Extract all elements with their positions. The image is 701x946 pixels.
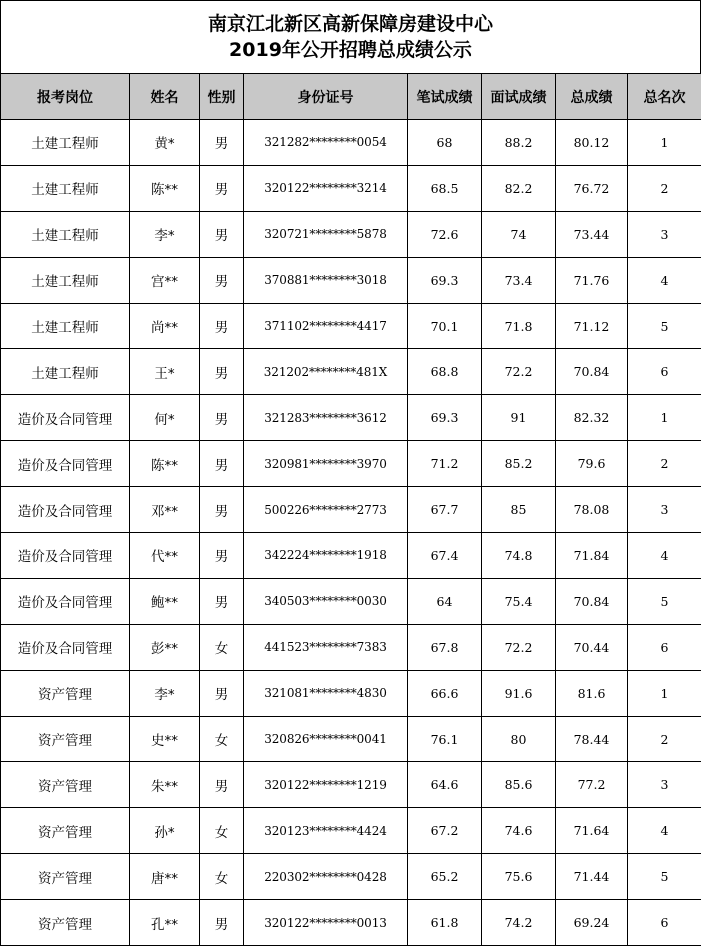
cell-interview-score: 74 xyxy=(482,211,556,257)
cell-written-score: 68 xyxy=(408,120,482,166)
cell-position: 资产管理 xyxy=(1,808,130,854)
cell-gender: 男 xyxy=(200,670,244,716)
cell-id-number: 320721********5878 xyxy=(244,211,408,257)
table-row xyxy=(1,533,701,579)
table-row xyxy=(1,165,701,211)
cell-name: 史** xyxy=(130,716,200,762)
cell-id-number: 500226********2773 xyxy=(244,487,408,533)
title-line-1: 南京江北新区高新保障房建设中心 xyxy=(1,11,700,37)
cell-position: 资产管理 xyxy=(1,762,130,808)
cell-id-number: 320826********0041 xyxy=(244,716,408,762)
table-row xyxy=(1,257,701,303)
cell-position: 造价及合同管理 xyxy=(1,441,130,487)
cell-gender: 男 xyxy=(200,762,244,808)
cell-written-score: 72.6 xyxy=(408,211,482,257)
cell-interview-score: 88.2 xyxy=(482,120,556,166)
title-block xyxy=(0,0,701,73)
cell-written-score: 68.5 xyxy=(408,165,482,211)
cell-id-number: 340503********0030 xyxy=(244,578,408,624)
cell-written-score: 67.2 xyxy=(408,808,482,854)
cell-gender: 男 xyxy=(200,211,244,257)
table-row xyxy=(1,578,701,624)
cell-written-score: 69.3 xyxy=(408,395,482,441)
cell-total-score: 71.84 xyxy=(556,533,628,579)
cell-written-score: 67.4 xyxy=(408,533,482,579)
cell-rank: 5 xyxy=(628,303,701,349)
cell-name: 鲍** xyxy=(130,578,200,624)
cell-name: 朱** xyxy=(130,762,200,808)
cell-interview-score: 85 xyxy=(482,487,556,533)
table-row xyxy=(1,854,701,900)
cell-written-score: 76.1 xyxy=(408,716,482,762)
cell-position: 土建工程师 xyxy=(1,349,130,395)
cell-name: 王* xyxy=(130,349,200,395)
header-interview-score: 面试成绩 xyxy=(482,74,556,120)
cell-id-number: 370881********3018 xyxy=(244,257,408,303)
table-row xyxy=(1,670,701,716)
cell-position: 土建工程师 xyxy=(1,120,130,166)
cell-total-score: 71.64 xyxy=(556,808,628,854)
cell-id-number: 321202********481X xyxy=(244,349,408,395)
cell-rank: 1 xyxy=(628,120,701,166)
cell-name: 陈** xyxy=(130,441,200,487)
cell-rank: 1 xyxy=(628,395,701,441)
cell-total-score: 81.6 xyxy=(556,670,628,716)
cell-gender: 男 xyxy=(200,487,244,533)
cell-total-score: 71.44 xyxy=(556,854,628,900)
table-row xyxy=(1,487,701,533)
cell-gender: 女 xyxy=(200,854,244,900)
cell-interview-score: 72.2 xyxy=(482,349,556,395)
header-id-number: 身份证号 xyxy=(244,74,408,120)
cell-rank: 4 xyxy=(628,808,701,854)
cell-rank: 5 xyxy=(628,578,701,624)
cell-written-score: 61.8 xyxy=(408,900,482,946)
cell-total-score: 70.44 xyxy=(556,624,628,670)
cell-id-number: 321282********0054 xyxy=(244,120,408,166)
cell-total-score: 80.12 xyxy=(556,120,628,166)
cell-rank: 5 xyxy=(628,854,701,900)
cell-written-score: 66.6 xyxy=(408,670,482,716)
cell-rank: 4 xyxy=(628,257,701,303)
cell-gender: 男 xyxy=(200,257,244,303)
cell-rank: 6 xyxy=(628,349,701,395)
table-row xyxy=(1,120,701,166)
cell-interview-score: 85.6 xyxy=(482,762,556,808)
table-body xyxy=(1,120,701,946)
cell-id-number: 371102********4417 xyxy=(244,303,408,349)
cell-position: 土建工程师 xyxy=(1,303,130,349)
cell-gender: 男 xyxy=(200,533,244,579)
cell-rank: 3 xyxy=(628,762,701,808)
cell-id-number: 320981********3970 xyxy=(244,441,408,487)
header-name: 姓名 xyxy=(130,74,200,120)
cell-position: 资产管理 xyxy=(1,716,130,762)
header-position: 报考岗位 xyxy=(1,74,130,120)
cell-interview-score: 91.6 xyxy=(482,670,556,716)
table-row xyxy=(1,624,701,670)
header-rank: 总名次 xyxy=(628,74,701,120)
cell-name: 宫** xyxy=(130,257,200,303)
cell-name: 孔** xyxy=(130,900,200,946)
cell-interview-score: 75.4 xyxy=(482,578,556,624)
cell-total-score: 69.24 xyxy=(556,900,628,946)
cell-position: 造价及合同管理 xyxy=(1,533,130,579)
cell-rank: 4 xyxy=(628,533,701,579)
cell-position: 土建工程师 xyxy=(1,211,130,257)
cell-interview-score: 71.8 xyxy=(482,303,556,349)
table-row xyxy=(1,808,701,854)
cell-id-number: 320122********1219 xyxy=(244,762,408,808)
cell-position: 造价及合同管理 xyxy=(1,624,130,670)
table-row xyxy=(1,349,701,395)
cell-gender: 男 xyxy=(200,303,244,349)
cell-rank: 3 xyxy=(628,487,701,533)
cell-interview-score: 74.2 xyxy=(482,900,556,946)
cell-total-score: 76.72 xyxy=(556,165,628,211)
cell-total-score: 70.84 xyxy=(556,349,628,395)
cell-name: 何* xyxy=(130,395,200,441)
cell-rank: 2 xyxy=(628,165,701,211)
cell-gender: 男 xyxy=(200,395,244,441)
header-gender: 性别 xyxy=(200,74,244,120)
cell-position: 造价及合同管理 xyxy=(1,487,130,533)
cell-gender: 男 xyxy=(200,165,244,211)
cell-name: 孙* xyxy=(130,808,200,854)
cell-interview-score: 91 xyxy=(482,395,556,441)
cell-written-score: 67.7 xyxy=(408,487,482,533)
cell-total-score: 71.76 xyxy=(556,257,628,303)
table-row xyxy=(1,211,701,257)
cell-total-score: 78.44 xyxy=(556,716,628,762)
table-row xyxy=(1,762,701,808)
table-row xyxy=(1,716,701,762)
cell-written-score: 70.1 xyxy=(408,303,482,349)
cell-written-score: 65.2 xyxy=(408,854,482,900)
header-row xyxy=(1,74,701,120)
cell-position: 资产管理 xyxy=(1,670,130,716)
cell-name: 代** xyxy=(130,533,200,579)
cell-written-score: 71.2 xyxy=(408,441,482,487)
cell-total-score: 71.12 xyxy=(556,303,628,349)
table-row xyxy=(1,303,701,349)
cell-position: 资产管理 xyxy=(1,854,130,900)
cell-written-score: 64 xyxy=(408,578,482,624)
cell-total-score: 78.08 xyxy=(556,487,628,533)
cell-id-number: 321081********4830 xyxy=(244,670,408,716)
cell-id-number: 320122********0013 xyxy=(244,900,408,946)
cell-id-number: 441523********7383 xyxy=(244,624,408,670)
cell-gender: 男 xyxy=(200,578,244,624)
cell-id-number: 320123********4424 xyxy=(244,808,408,854)
cell-position: 造价及合同管理 xyxy=(1,578,130,624)
table-row xyxy=(1,900,701,946)
cell-id-number: 220302********0428 xyxy=(244,854,408,900)
cell-interview-score: 75.6 xyxy=(482,854,556,900)
cell-rank: 2 xyxy=(628,441,701,487)
cell-name: 邓** xyxy=(130,487,200,533)
cell-gender: 女 xyxy=(200,624,244,670)
cell-gender: 男 xyxy=(200,349,244,395)
cell-total-score: 70.84 xyxy=(556,578,628,624)
cell-gender: 女 xyxy=(200,808,244,854)
cell-total-score: 82.32 xyxy=(556,395,628,441)
header-written-score: 笔试成绩 xyxy=(408,74,482,120)
cell-id-number: 320122********3214 xyxy=(244,165,408,211)
cell-written-score: 67.8 xyxy=(408,624,482,670)
cell-rank: 1 xyxy=(628,670,701,716)
cell-rank: 3 xyxy=(628,211,701,257)
cell-interview-score: 74.8 xyxy=(482,533,556,579)
cell-rank: 6 xyxy=(628,624,701,670)
cell-name: 唐** xyxy=(130,854,200,900)
cell-rank: 6 xyxy=(628,900,701,946)
cell-total-score: 79.6 xyxy=(556,441,628,487)
cell-gender: 男 xyxy=(200,900,244,946)
cell-written-score: 64.6 xyxy=(408,762,482,808)
cell-total-score: 77.2 xyxy=(556,762,628,808)
cell-interview-score: 73.4 xyxy=(482,257,556,303)
cell-interview-score: 80 xyxy=(482,716,556,762)
cell-interview-score: 85.2 xyxy=(482,441,556,487)
cell-position: 资产管理 xyxy=(1,900,130,946)
table-row xyxy=(1,395,701,441)
cell-name: 黄* xyxy=(130,120,200,166)
cell-position: 土建工程师 xyxy=(1,257,130,303)
cell-id-number: 342224********1918 xyxy=(244,533,408,579)
cell-interview-score: 82.2 xyxy=(482,165,556,211)
title-line-2: 2019年公开招聘总成绩公示 xyxy=(1,37,700,63)
cell-rank: 2 xyxy=(628,716,701,762)
cell-id-number: 321283********3612 xyxy=(244,395,408,441)
cell-name: 彭** xyxy=(130,624,200,670)
cell-written-score: 69.3 xyxy=(408,257,482,303)
header-total-score: 总成绩 xyxy=(556,74,628,120)
results-table xyxy=(0,73,701,946)
cell-interview-score: 74.6 xyxy=(482,808,556,854)
cell-gender: 女 xyxy=(200,716,244,762)
cell-position: 造价及合同管理 xyxy=(1,395,130,441)
cell-gender: 男 xyxy=(200,120,244,166)
cell-interview-score: 72.2 xyxy=(482,624,556,670)
cell-name: 尚** xyxy=(130,303,200,349)
cell-written-score: 68.8 xyxy=(408,349,482,395)
cell-name: 陈** xyxy=(130,165,200,211)
cell-name: 李* xyxy=(130,211,200,257)
cell-total-score: 73.44 xyxy=(556,211,628,257)
cell-position: 土建工程师 xyxy=(1,165,130,211)
table-row xyxy=(1,441,701,487)
cell-gender: 男 xyxy=(200,441,244,487)
cell-name: 李* xyxy=(130,670,200,716)
